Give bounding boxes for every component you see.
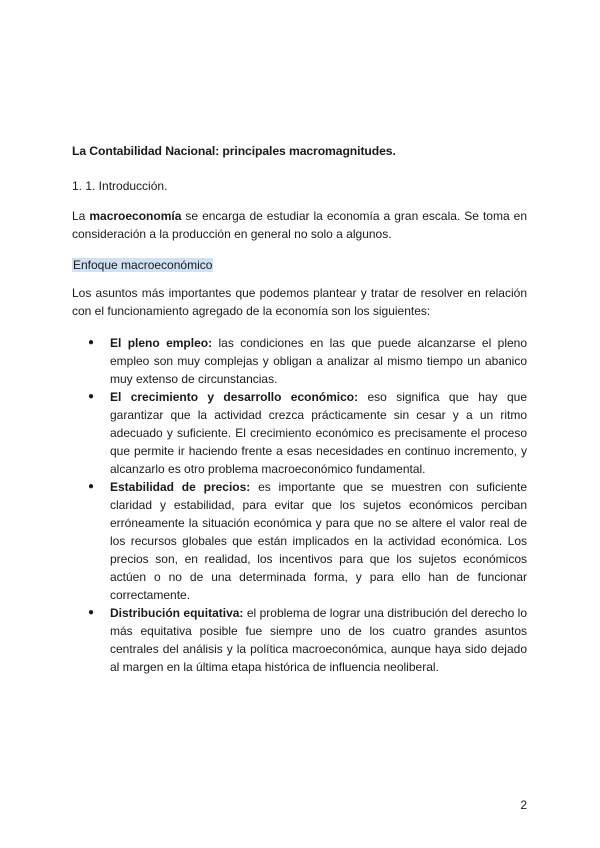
bullet-icon: ● bbox=[88, 481, 95, 492]
highlighted-heading: Enfoque macroeconómico bbox=[73, 258, 213, 272]
bullet-list bbox=[72, 334, 527, 676]
bullet-icon: ● bbox=[88, 337, 95, 348]
bullet-icon: ● bbox=[88, 607, 95, 618]
bullet-term: Distribución equitativa: bbox=[110, 606, 244, 620]
intro-pre: La bbox=[72, 209, 90, 223]
intro-post: se encarga de estudiar la economía a gran escala. Se toma en consideración a la producción en general no solo a algunos. bbox=[72, 209, 527, 241]
intro-bold-term: macroeconomía bbox=[89, 209, 182, 223]
intro-paragraph bbox=[72, 207, 527, 243]
bullet-text: las condiciones en las que puede alcanzarse el pleno empleo son muy complejas y obligan a analizar al mismo tiempo un abanico muy extenso de circunstancias. bbox=[110, 336, 528, 386]
lead-paragraph: Los asuntos más importantes que podemos plantear y tratar de resolver en relación con el funcionamiento agregado de la economía son los siguientes: bbox=[72, 286, 527, 318]
bullet-text: es importante que se muestren con suficiente claridad y estabilidad, para evitar que los sujetos económicos perciban erróneamente la situación económica y para que no se altere el valor real de los recursos globales que están implicados en la actividad económica. Los precios son, en realidad, los incentivos para que los sujetos económicos actúen o no de una determinada forma, y para ello han de funcionar correctamente. bbox=[110, 480, 527, 602]
list-item bbox=[72, 604, 527, 676]
document-title: La Contabilidad Nacional: principales macromagnitudes. bbox=[72, 144, 396, 158]
bullet-term: El pleno empleo: bbox=[110, 336, 213, 350]
page-number: 2 bbox=[520, 798, 527, 812]
list-item bbox=[72, 478, 527, 604]
bullet-term: Estabilidad de precios: bbox=[110, 480, 251, 494]
document-body bbox=[72, 142, 527, 676]
bullet-term: El crecimiento y desarrollo económico: bbox=[110, 390, 359, 404]
list-item bbox=[72, 334, 527, 388]
bullet-text: el problema de lograr una distribución del derecho lo más equitativa posible fue siempre uno de los cuatro grandes asuntos centrales del análisis y la política macroeconómica, aunque haya sido dejado al margen en la última etapa histórica de influencia neoliberal. bbox=[110, 606, 527, 674]
bullet-icon: ● bbox=[88, 391, 95, 402]
list-item bbox=[72, 388, 527, 478]
section-heading: 1. 1. Introducción. bbox=[72, 179, 168, 193]
highlighted-heading-line bbox=[72, 256, 527, 274]
bullet-text: eso significa que hay que garantizar que la actividad crezca prácticamente sin cesar y a un ritmo adecuado y suficiente. El crecimiento económico es precisamente el proceso que permite ir haciendo frente a esas necesidades en continuo incremento, y alcanzarlo es otro problema macroeconómico fundamental. bbox=[110, 390, 527, 476]
